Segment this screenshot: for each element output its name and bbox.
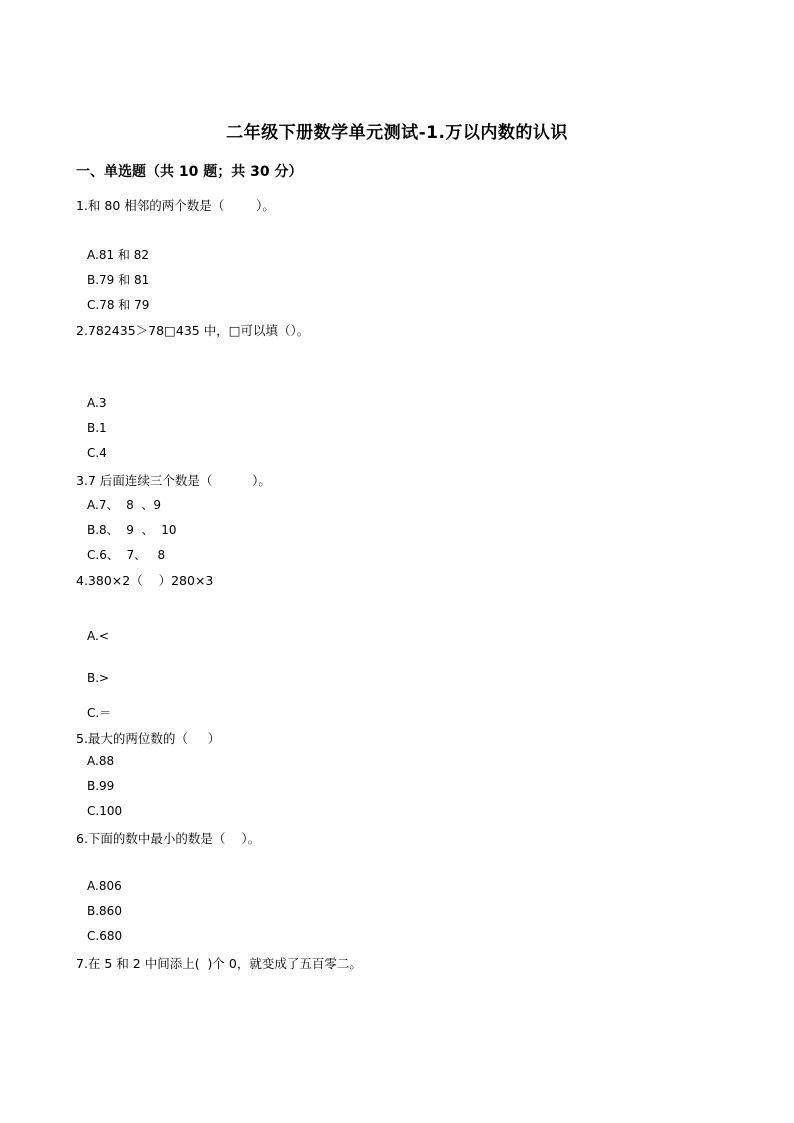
question-7-stem: 7.在 5 和 2 中间添上( )个 0，就变成了五百零二。 bbox=[76, 956, 362, 971]
question-4-stem: 4.380×2（ ）280×3 bbox=[76, 573, 214, 588]
question-3-option-b: B.8、 9 、 10 bbox=[87, 523, 177, 537]
question-3-option-c: C.6、 7、 8 bbox=[87, 548, 166, 562]
question-4-option-c: C.＝ bbox=[87, 706, 112, 720]
question-6-option-a: A.806 bbox=[87, 879, 122, 893]
document-title: 二年级下册数学单元测试-1.万以内数的认识 bbox=[226, 123, 568, 143]
question-1-option-a: A.81 和 82 bbox=[87, 248, 149, 262]
question-2-option-b: B.1 bbox=[87, 421, 107, 435]
question-5-option-c: C.100 bbox=[87, 804, 123, 818]
section-heading: 一、单选题（共 10 题；共 30 分） bbox=[76, 164, 303, 180]
question-1-option-b: B.79 和 81 bbox=[87, 273, 150, 287]
question-5-option-b: B.99 bbox=[87, 779, 115, 793]
question-2-option-c: C.4 bbox=[87, 446, 107, 460]
question-6-stem: 6.下面的数中最小的数是（ ）。 bbox=[76, 831, 261, 846]
question-6-option-b: B.860 bbox=[87, 904, 122, 918]
question-6-option-c: C.680 bbox=[87, 929, 123, 943]
question-4-option-a: A.< bbox=[87, 629, 109, 643]
question-2-option-a: A.3 bbox=[87, 396, 107, 410]
question-1-option-c: C.78 和 79 bbox=[87, 298, 150, 312]
question-4-option-b: B.> bbox=[87, 671, 110, 685]
question-3-stem: 3.7 后面连续三个数是（ ）。 bbox=[76, 473, 271, 488]
question-3-option-a: A.7、 8 、9 bbox=[87, 498, 161, 512]
question-2-stem: 2.782435＞78□435 中，□可以填（）。 bbox=[76, 323, 310, 338]
question-1-stem: 1.和 80 相邻的两个数是（ ）。 bbox=[76, 198, 275, 213]
question-5-stem: 5.最大的两位数的（ ） bbox=[76, 731, 221, 746]
question-5-option-a: A.88 bbox=[87, 754, 115, 768]
